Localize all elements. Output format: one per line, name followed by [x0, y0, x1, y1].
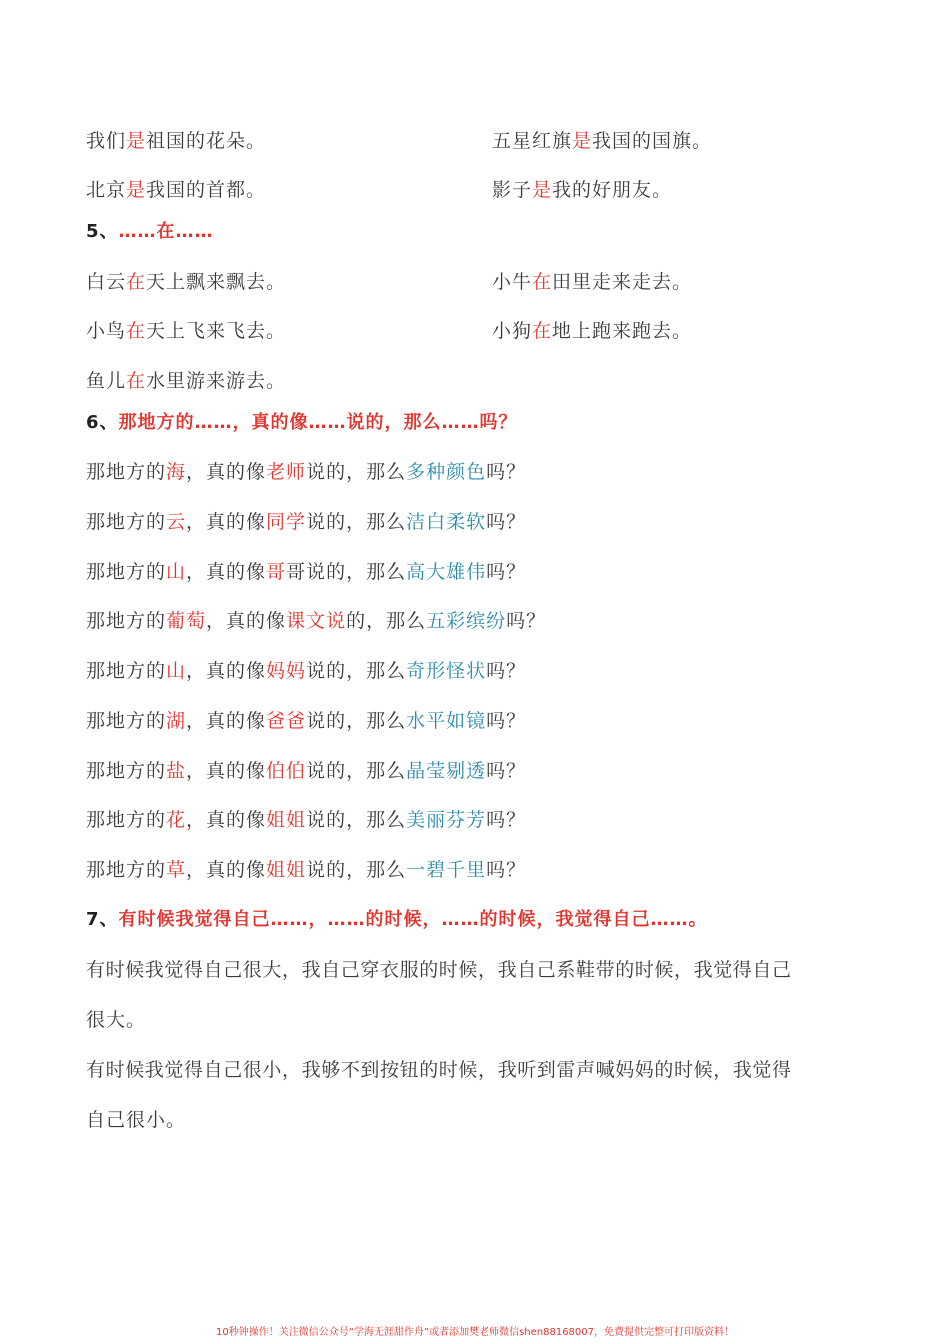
sentence-line: 五星红旗是我国的国旗。 — [492, 130, 713, 152]
sentence-line: 鱼儿在水里游来游去。 — [86, 370, 287, 392]
section-heading: 7、有时候我觉得自己……，……的时候，……的时候，我觉得自己……。 — [86, 909, 708, 930]
sentence-line: 那地方的盐，真的像伯伯说的，那么晶莹剔透吗？ — [86, 760, 527, 782]
sentence-line: 那地方的云，真的像同学说的，那么洁白柔软吗？ — [86, 511, 527, 533]
sentence-line: 北京是我国的首都。 — [86, 179, 267, 201]
sentence-line: 小牛在田里走来走去。 — [492, 271, 693, 293]
sentence-line: 那地方的海，真的像老师说的，那么多种颜色吗？ — [86, 461, 527, 483]
sentence-line: 小鸟在天上飞来飞去。 — [86, 320, 287, 342]
sentence-line: 影子是我的好朋友。 — [492, 179, 673, 201]
sentence-line: 那地方的葡萄，真的像课文说的，那么五彩缤纷吗？ — [86, 610, 547, 632]
paragraph-line: 有时候我觉得自己很小，我够不到按钮的时候，我听到雷声喊妈妈的时候，我觉得 — [86, 1059, 792, 1081]
paragraph-line: 自己很小。 — [86, 1109, 187, 1131]
sentence-line: 我们是祖国的花朵。 — [86, 130, 267, 152]
paragraph-line: 有时候我觉得自己很大，我自己穿衣服的时候，我自己系鞋带的时候，我觉得自己 — [86, 959, 792, 981]
sentence-line: 那地方的湖，真的像爸爸说的，那么水平如镜吗？ — [86, 710, 527, 732]
paragraph-line: 很大。 — [86, 1009, 147, 1031]
sentence-line: 那地方的草，真的像姐姐说的，那么一碧千里吗？ — [86, 859, 527, 881]
sentence-line: 那地方的山，真的像妈妈说的，那么奇形怪状吗？ — [86, 660, 527, 682]
sentence-line: 小狗在地上跑来跑去。 — [492, 320, 693, 342]
section-heading: 5、……在…… — [86, 221, 214, 242]
sentence-line: 那地方的山，真的像哥哥说的，那么高大雄伟吗？ — [86, 561, 527, 583]
sentence-line: 那地方的花，真的像姐姐说的，那么美丽芬芳吗？ — [86, 809, 527, 831]
sentence-line: 白云在天上飘来飘去。 — [86, 271, 287, 293]
section-heading: 6、那地方的……，真的像……说的，那么……吗？ — [86, 412, 518, 433]
footer-promo-text: 10秒钟操作！关注微信公众号“学海无涯甜作舟”或者添加樊老师微信shen88168007，免费提供完整可打印版资料！ — [215, 1327, 735, 1338]
